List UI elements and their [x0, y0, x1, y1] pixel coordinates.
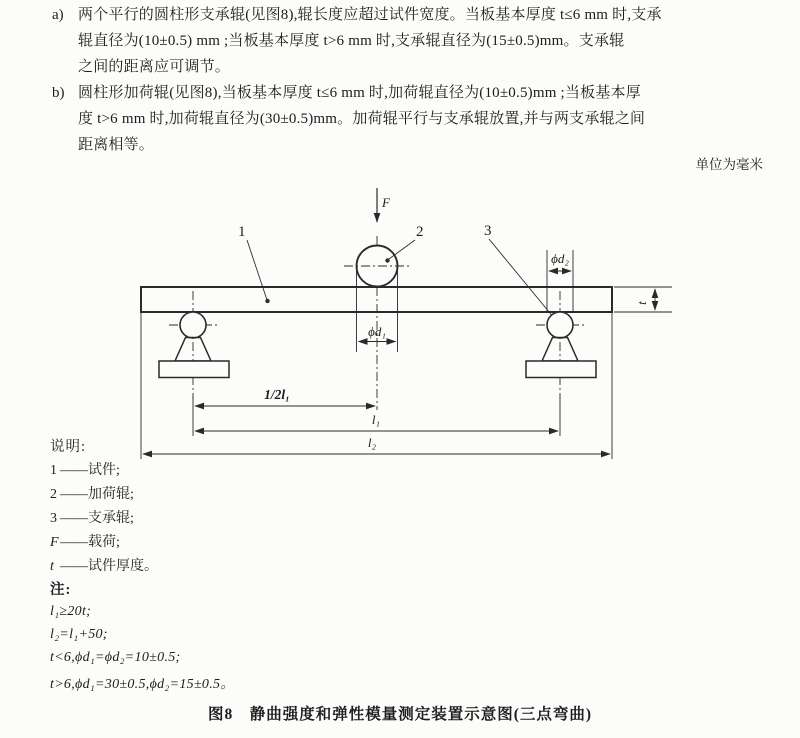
notes-title: 注: [50, 582, 72, 598]
note-line-3: t<6,ϕd₁=ϕd₂=10±0.5; [50, 650, 181, 665]
dim-d1-label: ϕd₁ [368, 324, 386, 339]
legend-item-3-key: 3 [50, 511, 57, 526]
dim-l1 [195, 412, 558, 431]
unit-note: 单位为毫米 [695, 157, 763, 172]
para-b-label: b) [52, 85, 65, 101]
dim-l1-label: l₁ [371, 412, 381, 427]
legend-item-3-desc: ——支承辊; [60, 511, 134, 526]
para-a-label: a) [52, 7, 64, 23]
dim-half-l1-label: 1/2l₁ [264, 387, 290, 402]
dim-l2-label: l₂ [367, 435, 377, 450]
legend-item-t-desc: ——试件厚度。 [60, 559, 158, 574]
loading-roller [344, 246, 410, 287]
dim-half-l1 [195, 387, 375, 406]
dim-l2 [143, 435, 610, 454]
legend-item-t [50, 555, 158, 575]
dim-t-label: t [634, 301, 649, 305]
para-b-line-3: 距离相等。 [78, 137, 155, 153]
para-a-line-1: 两个平行的圆柱形支承辊(见图8),辊长度应超过试件宽度。当板基本厚度 t≤6 mm 时,支承 [78, 7, 662, 23]
legend-item-2-desc: ——加荷辊; [60, 487, 134, 502]
para-b-line-2: 度 t>6 mm 时,加荷辊直径为(30±0.5)mm。加荷辊平行与支承辊放置,并与两支承辊之间 [78, 111, 646, 127]
figure-caption: 图8 静曲强度和弹性模量测定装置示意图(三点弯曲) [207, 706, 593, 723]
legend-item-2-key: 2 [50, 487, 57, 502]
legend-item-1-desc: ——试件; [60, 463, 120, 478]
note-line-2: l₂=l₁+50; [50, 627, 108, 642]
para-b-line-1: 圆柱形加荷辊(见图8),当板基本厚度 t≤6 mm 时,加荷辊直径为(10±0.5)mm ;当板基本厚 [78, 85, 641, 101]
legend-item-3 [50, 507, 134, 527]
legend-item-t-key: t [50, 559, 54, 574]
legend-item-1-key: 1 [50, 463, 57, 478]
para-a-line-2: 辊直径为(10±0.5) mm ;当板基本厚度 t>6 mm 时,支承辊直径为(15±0.5)mm。支承辊 [78, 33, 625, 49]
note-line-4: t>6,ϕd₁=30±0.5,ϕd₂=15±0.5。 [50, 677, 235, 692]
legend-item-F-desc: ——载荷; [60, 535, 120, 550]
note-line-1: l₁≥20t; [50, 604, 92, 619]
specimen-beam [141, 287, 612, 312]
legend-item-1 [50, 459, 120, 479]
part1-label: 1 [238, 224, 246, 240]
dim-t [614, 287, 672, 312]
part2-label: 2 [416, 224, 424, 240]
legend-item-F [50, 531, 120, 551]
legend-item-2 [50, 483, 134, 503]
legend-title: 说明: [50, 439, 87, 455]
para-a-line-3: 之间的距离应可调节。 [78, 59, 231, 75]
force-arrow [377, 188, 391, 222]
legend-item-F-key: F [50, 535, 59, 550]
force-label: F [382, 195, 390, 210]
part3-label: 3 [484, 223, 492, 239]
dim-d2-label: ϕd₂ [551, 251, 569, 266]
